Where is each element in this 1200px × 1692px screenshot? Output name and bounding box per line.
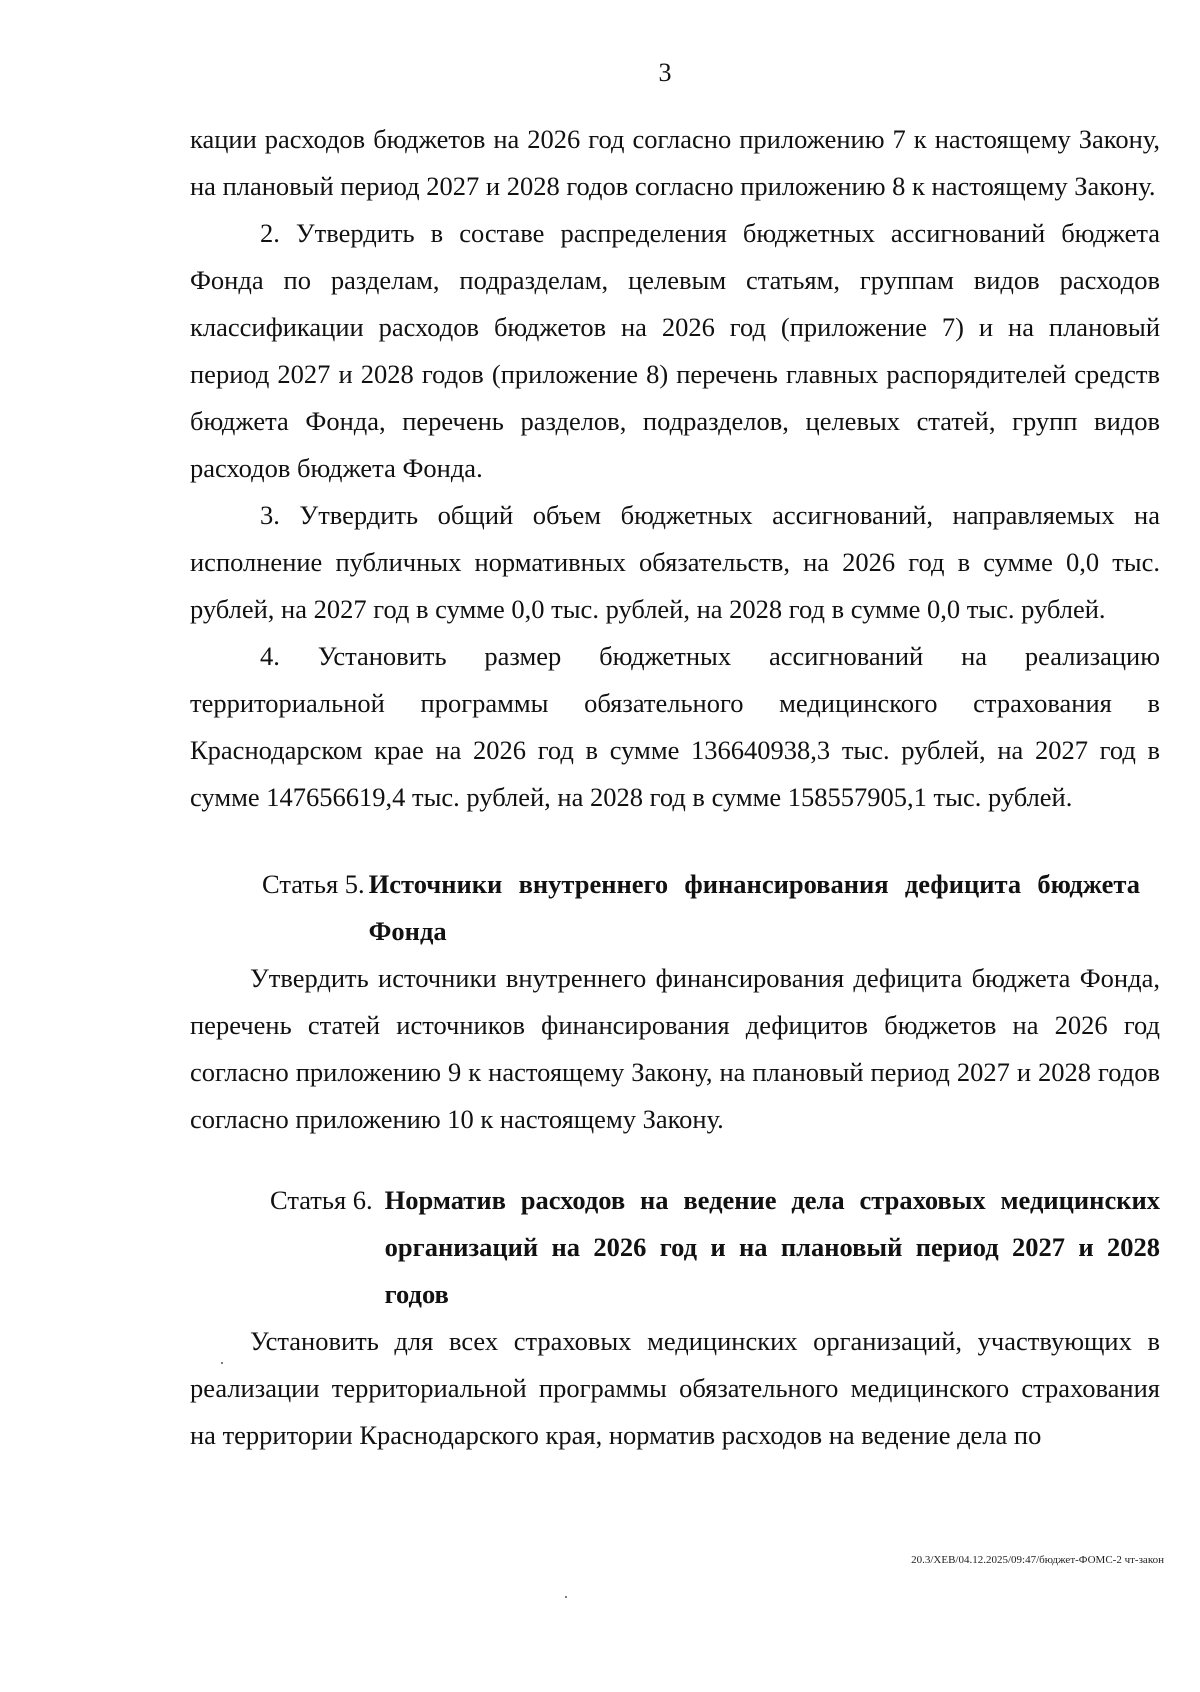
- article-5-label: Статья 5.: [262, 869, 365, 899]
- scan-speck: [221, 1362, 223, 1364]
- article-5-text: Утвердить источники внутреннего финансирования дефицита бюджета Фонда, перечень статей источников финансирования дефицитов бюджетов на 2026 год согласно приложению 9 к настоящему Закону, на плановый период 2027 и 2028 годов согласно приложению 10 к настоящему Закону.: [190, 963, 1160, 1134]
- article-6-text: Установить для всех страховых медицинских организаций, участвующих в реализации территориальной программы обязательного медицинского страхования на территории Краснодарского края, норматив расходов на ведение дела по: [190, 1326, 1160, 1450]
- article-6-title: Норматив расходов на ведение дела страховых медицинских организаций на 2026 год и на плановый период 2027 и 2028 годов: [384, 1185, 1160, 1309]
- document-body: [190, 116, 1160, 1459]
- paragraph-item-2: 2. Утвердить в составе распределения бюджетных ассигнований бюджета Фонда по разделам, подразделам, целевым статьям, группам видов расходов классификации расходов бюджетов на 2026 год (приложение 7) и на плановый период 2027 и 2028 годов (приложение 8) перечень главных распорядителей средств бюджета Фонда, перечень разделов, подразделов, целевых статей, групп видов расходов бюджета Фонда.: [190, 218, 1160, 483]
- article-6-heading: [190, 1177, 1160, 1318]
- page-number: 3: [658, 58, 672, 87]
- article-5-heading: [190, 861, 1160, 955]
- paragraph-continuation: кации расходов бюджетов на 2026 год согласно приложению 7 к настоящему Закону, на плановый период 2027 и 2028 годов согласно приложению 8 к настоящему Закону.: [190, 124, 1160, 201]
- paragraph-item-4: 4. Установить размер бюджетных ассигнований на реализацию территориальной программы обязательного медицинского страхования в Краснодарском крае на 2026 год в сумме 136640938,3 тыс. рублей, на 2027 год в сумме 147656619,4 тыс. рублей, на 2028 год в сумме 158557905,1 тыс. рублей.: [190, 641, 1160, 812]
- scan-speck: [565, 1596, 567, 1598]
- paragraph-item-3: 3. Утвердить общий объем бюджетных ассигнований, направляемых на исполнение публичных нормативных обязательств, на 2026 год в сумме 0,0 тыс. рублей, на 2027 год в сумме 0,0 тыс. рублей, на 2028 год в сумме 0,0 тыс. рублей.: [190, 500, 1160, 624]
- document-footer-code: 20.3/ХЕВ/04.12.2025/09:47/бюджет-ФОМС-2 чт-закон: [911, 1554, 1164, 1566]
- article-5-title: Источники внутреннего финансирования дефицита бюджета Фонда: [368, 869, 1140, 946]
- article-6-label: Статья 6.: [270, 1185, 373, 1215]
